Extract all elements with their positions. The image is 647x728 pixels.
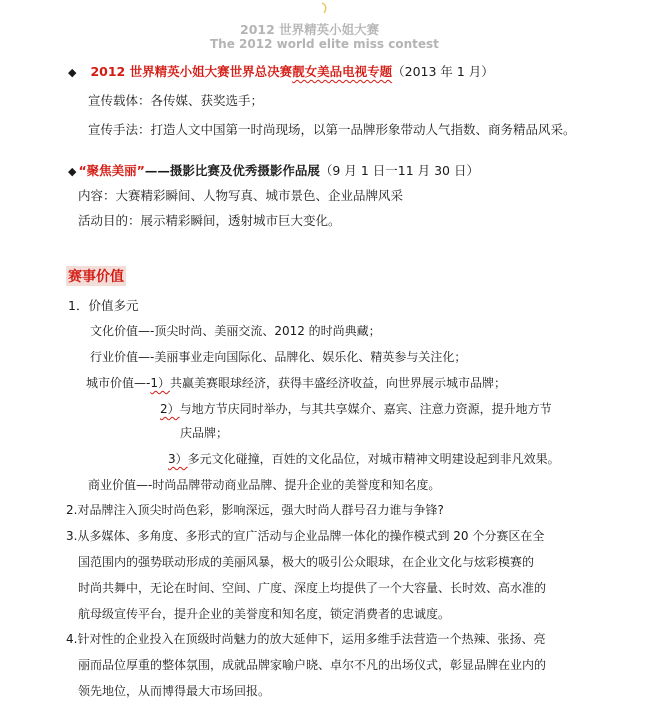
value-city-3-num: 3） [168,452,188,466]
block2-head-date: （9 月 1 日一11 月 30 日） [319,163,479,178]
value-industry: 行业价值—-美丽事业走向国际化、品牌化、娱乐化、精英参与关注化； [90,350,467,364]
value-item-4-line2: 丽而品位厚重的整体氛围，成就品牌家喻户晓、卓尔不凡的出场仪式，彰显品牌在业内的 [78,658,547,672]
value-city-line2b: 庆品牌； [180,426,229,440]
value-city-line3 [168,450,560,467]
diamond-bullet-icon: ◆ [68,165,77,178]
logo-icon [320,2,330,14]
value-item-3-line2-text: 国范围内的强势联动形成的美丽风暴，极大的吸引公众眼球，在企业文化与炫彩模赛的 [78,555,535,569]
value-city-line1 [86,374,506,391]
block2-heading [68,161,479,179]
value-item-4-line1: 4.针对性的企业投入在顶级时尚魅力的放大延伸下，运用多维手法营造一个热辣、张扬、亮 [66,632,546,646]
block2-purpose: 活动目的：展示精彩瞬间，透射城市巨大变化。 [78,213,341,228]
value-item-3-line4: 航母级宣传平台，提升企业的美誉度和知名度，锁定消费者的忠诚度。 [78,607,451,621]
section-title: 赛事价值 [66,266,126,286]
block1-method: 宣传手法：打造人文中国第一时尚现场，以第一品牌形象带动人气指数、商务精品风采。 [88,122,576,137]
value-item-3-line1: 3.从多媒体、多角度、多形式的宣广活动与企业品牌一体化的操作模式到 20 个分赛区在全 [66,529,545,543]
value-city-1-num: 1） [150,376,170,390]
value-item-4-line3: 领先地位，从而博得最大市场回报。 [78,684,271,698]
value-city-2-num: 2） [160,402,180,416]
block2-head-highlight: “聚焦美丽” [78,163,145,178]
value-item-3-line2 [78,553,534,570]
block1-head-main: 2012 世界精英小姐大赛世界总决赛 [90,64,293,79]
value-city-line2 [160,400,552,417]
value-item-3-line3: 时尚共舞中，无论在时间、空间、广度、深度上均提供了一个大容量、长时效、高水准的 [78,581,547,595]
block1-heading [68,62,494,80]
block1-head-highlight: 靓女美品电视专题 [292,64,393,79]
value-business: 商业价值—-时尚品牌带动商业品牌、提升企业的美誉度和知名度。 [88,478,441,492]
value-city-prefix: 城市价值—- [86,376,151,390]
value-item-2: 2.对品牌注入顶尖时尚色彩，影响深远，强大时尚人群号召力谁与争锋? [66,503,444,517]
diamond-bullet-icon: ◆ [68,66,77,79]
header-title-cn: 2012 世界精英小姐大赛 [240,22,380,37]
value-city-1-text: 共赢美赛眼球经济，获得丰盛经济收益，向世界展示城市品牌； [169,376,506,390]
block2-head-main: ——摄影比赛及优秀摄影作品展 [144,163,320,178]
header-title-en: The 2012 world elite miss contest [210,37,439,51]
value-culture: 文化价值—-顶尖时尚、美丽交流、2012 的时尚典藏； [90,324,381,338]
block1-head-date: （2013 年 1 月） [392,64,494,79]
value-city-2-text: 与地方节庆同时举办，与其共享媒介、嘉宾、注意力资源，提升地方节 [179,402,552,416]
value-item-1: 1．价值多元 [68,298,139,313]
block2-content: 内容：大赛精彩瞬间、人物写真、城市景色、企业品牌风采 [78,188,404,203]
block1-carrier: 宣传载体：各传媒、获奖选手； [88,93,264,108]
value-city-3-text: 多元文化碰撞，百姓的文化品位，对城市精神文明建设起到非凡效果。 [187,452,560,466]
